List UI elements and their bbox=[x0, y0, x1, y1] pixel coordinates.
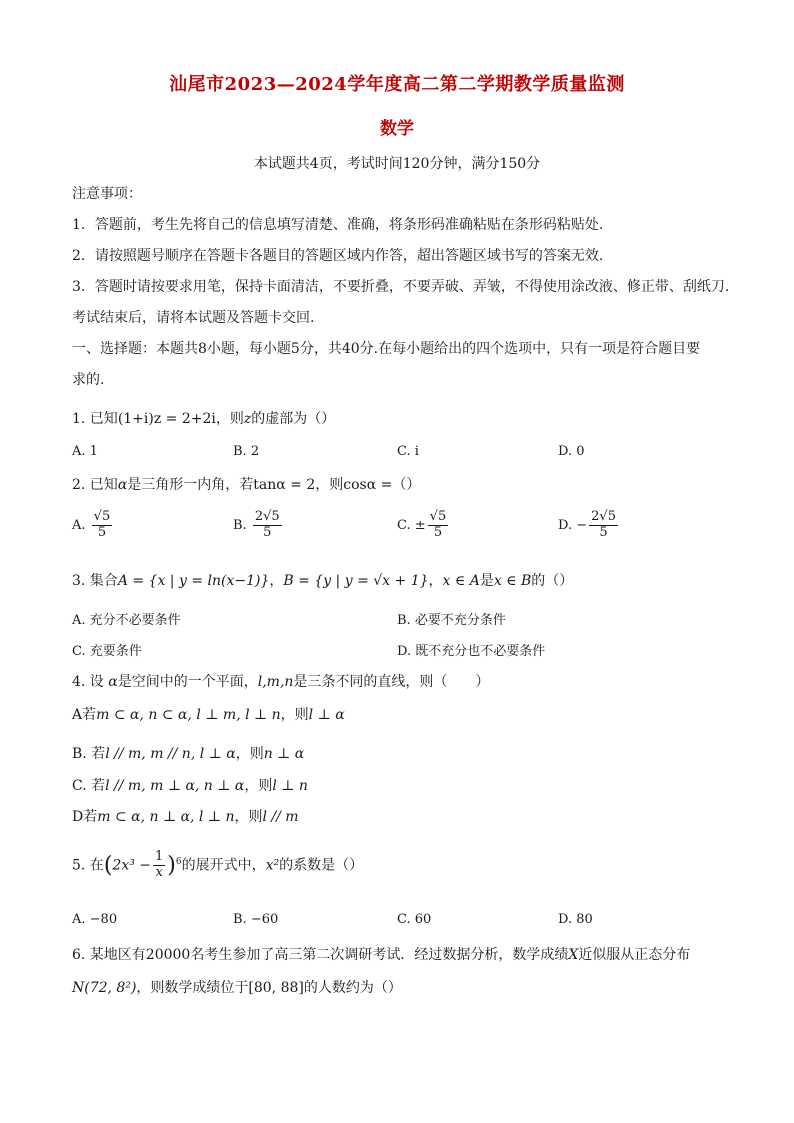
q1-option-a[interactable]: A. 1 bbox=[72, 444, 98, 459]
q5-fraction bbox=[153, 850, 165, 881]
question-6-line1 bbox=[72, 944, 690, 964]
q5-open-paren: ( bbox=[103, 852, 113, 878]
q3-mid: 是 bbox=[479, 573, 494, 589]
q4-option-c-result: l ⊥ n bbox=[272, 778, 308, 794]
q2-option-a[interactable] bbox=[72, 510, 114, 541]
q2-option-b-denominator: 5 bbox=[263, 524, 272, 540]
q2-option-d[interactable] bbox=[558, 510, 620, 541]
q5-target: x² bbox=[265, 857, 280, 874]
q2-option-c-sign: ± bbox=[414, 517, 426, 533]
q6-distribution: N(72, 8²) bbox=[72, 980, 137, 996]
q3-option-d[interactable]: D. 既不充分也不必要条件 bbox=[397, 644, 546, 659]
subject-title: 数学 bbox=[380, 119, 414, 139]
q5-fraction-numerator: 1 bbox=[155, 849, 164, 864]
q1-option-b[interactable]: B. 2 bbox=[233, 444, 260, 459]
q2-option-c-denominator: 5 bbox=[433, 524, 443, 540]
q5-close-paren: ) bbox=[167, 852, 176, 878]
q1-prefix: 1. 已知 bbox=[72, 411, 118, 427]
q2-option-c-numerator: √5 bbox=[429, 509, 447, 524]
q2-option-a-fraction bbox=[92, 510, 113, 541]
question-2 bbox=[72, 474, 420, 494]
note-closing: 考试结束后，请将本试题及答题卡交回. bbox=[72, 310, 315, 326]
q4-option-d[interactable] bbox=[72, 806, 299, 826]
q5-option-c[interactable]: C. 60 bbox=[397, 912, 432, 927]
q4-option-b-condition: l // m, m // n, l ⊥ α bbox=[105, 746, 236, 762]
q4-suffix: 是三条不同的直线，则（ ） bbox=[293, 674, 490, 690]
q1-middle: ，则 bbox=[215, 411, 244, 427]
q2-option-d-denominator: 5 bbox=[599, 524, 608, 540]
q2-option-d-numerator: 2√5 bbox=[591, 509, 616, 524]
q2-option-b-label: B. bbox=[233, 517, 247, 533]
q1-suffix: 的虚部为（） bbox=[251, 411, 336, 427]
q2-option-a-denominator: 5 bbox=[97, 524, 107, 540]
q1-var: z bbox=[243, 411, 252, 427]
q2-condition: tanα = 2 bbox=[253, 477, 316, 493]
q3-sep: ， bbox=[269, 573, 284, 589]
q6-line1-prefix: 6. 某地区有20000名考生参加了高三第二次调研考试．经过数据分析，数学成绩 bbox=[72, 947, 569, 963]
q2-option-c-fraction bbox=[428, 510, 449, 541]
q4-option-d-result: l // m bbox=[262, 809, 299, 825]
q2-option-a-numerator: √5 bbox=[93, 509, 111, 524]
q4-prefix: 4. 设 bbox=[72, 674, 104, 690]
q4-option-c-then: ，则 bbox=[244, 778, 273, 794]
note-item-3: 3．答题时请按要求用笔，保持卡面清洁，不要折叠，不要弄破、弄皱，不得使用涂改液、修正带、刮纸刀. bbox=[72, 279, 730, 295]
q4-option-c[interactable] bbox=[72, 775, 308, 795]
question-4 bbox=[72, 671, 489, 691]
section-intro-line1: 一、选择题：本题共8小题，每小题5分，共40分.在每小题给出的四个选项中，只有一项是符合题目要 bbox=[72, 341, 701, 357]
q2-option-d-sign: − bbox=[576, 517, 588, 533]
q3-suffix: 的（） bbox=[531, 573, 574, 589]
question-5 bbox=[72, 850, 363, 881]
q1-option-c[interactable] bbox=[397, 444, 419, 459]
q2-option-d-label: D. bbox=[558, 517, 573, 533]
question-3 bbox=[72, 570, 573, 590]
q5-prefix: 5. 在 bbox=[72, 857, 104, 874]
q2-expression: cosα = bbox=[343, 477, 393, 493]
q5-option-b[interactable]: B. −60 bbox=[233, 912, 279, 927]
q3-set-b: B = {y | y = √x + 1} bbox=[283, 573, 429, 589]
q3-cond2: x ∈ B bbox=[493, 573, 532, 589]
q5-mid: 的展开式中， bbox=[181, 857, 266, 874]
exam-info: 本试题共4页，考试时间120分钟，满分150分 bbox=[253, 156, 541, 172]
q4-alpha: α bbox=[108, 674, 118, 690]
notes-heading: 注意事项： bbox=[72, 186, 142, 202]
q1-option-c-value: i bbox=[414, 444, 419, 459]
q2-option-b[interactable] bbox=[233, 510, 284, 541]
q4-lines: l,m,n bbox=[257, 674, 294, 690]
q1-option-d[interactable]: D. 0 bbox=[558, 444, 585, 459]
q4-option-c-condition: l // m, m ⊥ α, n ⊥ α bbox=[105, 778, 245, 794]
q4-option-b[interactable] bbox=[72, 743, 304, 763]
question-6-line2 bbox=[72, 977, 402, 997]
q2-var: α bbox=[117, 477, 128, 493]
section-intro-line2: 求的. bbox=[72, 372, 105, 388]
q4-mid1: 是空间中的一个平面， bbox=[117, 674, 258, 690]
q5-term1: 2x³ − bbox=[112, 857, 152, 874]
q4-option-d-label: D若 bbox=[72, 809, 98, 825]
q2-option-a-label: A. bbox=[72, 517, 86, 533]
q4-option-a-result: l ⊥ α bbox=[308, 707, 345, 723]
q2-suffix: （） bbox=[392, 477, 421, 493]
q3-option-b[interactable]: B. 必要不充分条件 bbox=[397, 613, 506, 628]
q2-mid2: ，则 bbox=[315, 477, 344, 493]
q4-option-b-result: n ⊥ α bbox=[263, 746, 305, 762]
note-item-2: 2．请按照题号顺序在答题卡各题目的答题区域内作答，超出答题区域书写的答案无效. bbox=[72, 248, 604, 264]
question-1 bbox=[72, 408, 335, 428]
exam-title: 汕尾市2023—2024学年度高二第二学期教学质量监测 bbox=[169, 74, 625, 95]
q5-exponent: 6 bbox=[175, 856, 182, 867]
q5-option-d[interactable]: D. 80 bbox=[558, 912, 593, 927]
q2-option-b-fraction bbox=[253, 510, 282, 541]
q3-sep2: ， bbox=[428, 573, 443, 589]
q3-option-a[interactable]: A. 充分不必要条件 bbox=[72, 613, 181, 628]
q2-option-b-numerator: 2√5 bbox=[254, 509, 280, 524]
q4-option-a-then: ，则 bbox=[280, 707, 309, 723]
q3-set-a: A = {x | y = ln(x−1)} bbox=[117, 573, 270, 589]
q4-option-a-condition: m ⊂ α, n ⊂ α, l ⊥ m, l ⊥ n bbox=[96, 707, 281, 723]
q6-var: X bbox=[568, 947, 579, 963]
q4-option-c-label: C. 若 bbox=[72, 778, 106, 794]
q1-option-c-label: C. bbox=[397, 444, 411, 459]
q1-formula: (1+i)z = 2+2i bbox=[117, 411, 216, 427]
q4-option-a-label: A若 bbox=[72, 707, 97, 723]
q2-option-c[interactable] bbox=[397, 510, 450, 541]
q4-option-d-condition: m ⊂ α, n ⊥ α, l ⊥ n bbox=[97, 809, 235, 825]
q5-suffix: 的系数是（） bbox=[279, 857, 364, 874]
q4-option-b-label: B. 若 bbox=[72, 746, 106, 762]
q2-option-d-fraction bbox=[589, 510, 618, 541]
q5-option-a[interactable]: A. −80 bbox=[72, 912, 118, 927]
q5-fraction-denominator: x bbox=[155, 864, 163, 880]
q4-option-b-then: ，则 bbox=[235, 746, 264, 762]
q2-prefix: 2. 已知 bbox=[72, 477, 118, 493]
q4-option-d-then: ，则 bbox=[234, 809, 263, 825]
note-item-1: 1．答题前，考生先将自己的信息填写清楚、准确，将条形码准确粘贴在条形码粘贴处. bbox=[72, 217, 604, 233]
q6-line1-suffix: 近似服从正态分布 bbox=[578, 947, 691, 963]
q4-option-a[interactable] bbox=[72, 704, 345, 724]
q6-line2-suffix: ，则数学成绩位于[80, 88]的人数约为（） bbox=[136, 980, 402, 996]
q2-option-c-label: C. bbox=[397, 517, 411, 533]
q3-prefix: 3. 集合 bbox=[72, 573, 118, 589]
q3-cond1: x ∈ A bbox=[442, 573, 480, 589]
q3-option-c[interactable]: C. 充要条件 bbox=[72, 644, 142, 659]
q2-mid1: 是三角形一内角，若 bbox=[127, 477, 254, 493]
